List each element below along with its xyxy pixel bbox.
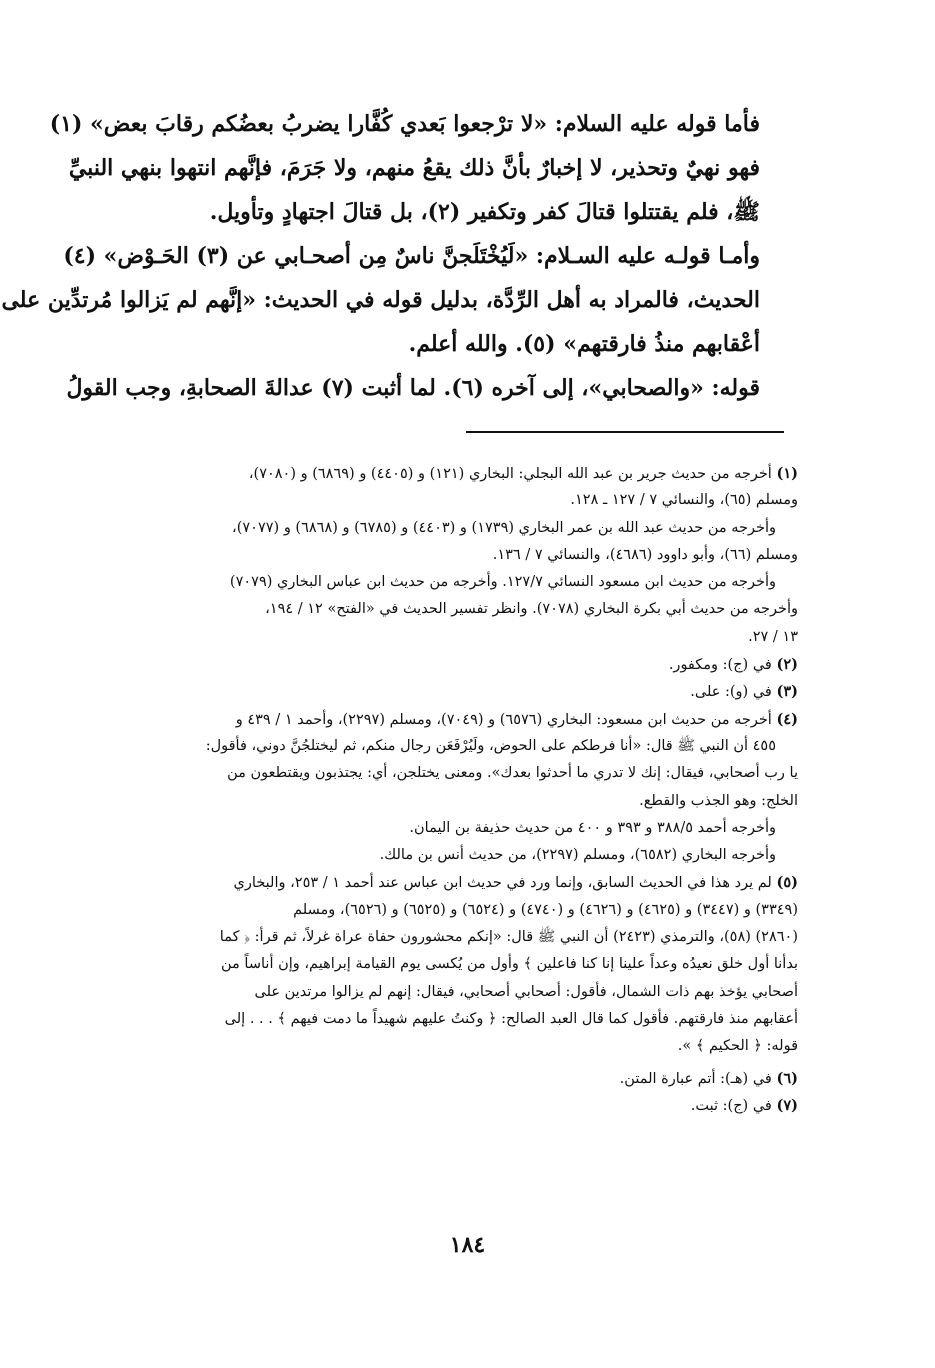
footnote-line (78, 624, 798, 651)
footnote-text: وأخرجه من حديث عبد الله بن عمر البخاري (١٧٣٩) و (٤٤٠٣) و (٦٧٨٥) و (٦٨٦٨) و (٧٠٧٧)، (232, 519, 776, 536)
footnote-text: وأخرجه من حديث ابن مسعود النسائي ١٢٧/٧. وأخرجه من حديث ابن عباس البخاري (٧٠٧٩) (229, 574, 776, 591)
footnote-text: وأخرجه من حديث أبي بكرة البخاري (٧٠٧٨). وانظر تفسير الحديث في «الفتح» ١٢ / ١٩٤، (265, 601, 798, 618)
footnote-line (78, 515, 798, 542)
footnote-text: الخلج: وهو الجذب والقطع. (639, 792, 798, 809)
main-text-line: وأمـا قولـه عليه السـلام: «لَيُخْتَلَجنَّ ناسٌ مِن أصحـابي عن (٣) الحَـوْض» (٤) (63, 243, 760, 269)
footnote-text: ومسلم (٦٥)، والنسائي ٧ / ١٢٧ ـ ١٢٨. (570, 492, 798, 509)
footnote-line (78, 788, 798, 815)
footnote-line (78, 1033, 798, 1060)
main-text-line: الحديث، فالمراد به أهل الرِّدَّة، بدليل قوله في الحديث: «إنَّهم لم يَزالوا مُرتدِّين على (1, 287, 760, 313)
main-text-line: فهو نهيٌ وتحذير، لا إخبارٌ بأنَّ ذلك يقعُ منهم، ولا جَرَمَ، فإنَّهم انتهوا بنهي النبيِّ (68, 155, 760, 181)
footnote-line (78, 1092, 798, 1119)
footnote-number: (١) (776, 465, 798, 482)
footnote-line (78, 460, 798, 487)
footnote-text: (٣٣٤٩) و (٣٤٤٧) و (٤٦٢٥) و (٤٦٢٦) و (٤٧٤٠) و (٦٥٢٤) و (٦٥٢٥) و (٦٥٢٦)، ومسلم (293, 901, 798, 918)
footnote-text: وأخرجه أحمد ٣٨٨/٥ و ٣٩٣ و ٤٠٠ من حديث حذيفة بن اليمان. (409, 819, 776, 836)
footnote-text: قوله: ﴿ الحكيم ﴾ ». (677, 1038, 798, 1055)
footnote-line (78, 706, 798, 733)
footnote-text: أخرجه من حديث ابن مسعود: البخاري (٦٥٧٦) و (٧٠٤٩)، ومسلم (٢٢٩٧)، وأحمد ١ / ٤٣٩ و (235, 711, 772, 728)
main-text-line: أعْقابهم منذُ فارقتهم» (٥). والله أعلم. (408, 331, 760, 357)
footnote-text: أصحابي يؤخذ بهم ذات الشمال، فأقول: أصحابي أصحابي، فيقال: إنهم لم يزالوا مرتدين على (254, 983, 798, 1000)
footnotes (78, 460, 798, 1119)
footnote-line (78, 842, 798, 869)
footnote-line (78, 924, 798, 951)
footnote-text: بدأنا أول خلق نعيدُه وعداً علينا إنا كنا فاعلين ﴾ وأول من يُكسى يوم القيامة إبراهيم، وإن أناساً من (221, 956, 798, 973)
footnote-text: لم يرد هذا في الحديث السابق، وإنما ورد في حديث ابن عباس عند أحمد ١ / ٢٥٣، والبخاري (233, 875, 772, 892)
footnote-line (78, 1006, 798, 1033)
main-text (1, 102, 760, 410)
footnote-line (78, 1065, 798, 1092)
footnote-line (78, 542, 798, 569)
main-text-line: قوله: «والصحابي»، إلى آخره (٦). لما أثبت (٧) عدالةَ الصحابةِ، وجب القولُ (66, 375, 760, 401)
footnote-number: (٣) (776, 683, 798, 701)
main-text-line: فأما قوله عليه السلام: «لا ترْجعوا بَعدي كُفَّارا يضربُ بعضُكم رقابَ بعض» (١) (49, 111, 760, 137)
footnote-number: (٧) (776, 1096, 798, 1114)
footnote-text: في (و): على. (690, 684, 772, 701)
footnote-line (78, 569, 798, 596)
footnote-text: في (ج): ثبت. (690, 1097, 772, 1114)
footnote-line (78, 815, 798, 842)
main-text-line: ﷺ، فلم يقتتلوا قتالَ كفر وتكفير (٢)، بل قتالَ اجتهادٍ وتأويل. (209, 199, 760, 225)
footnote-text: أخرجه من حديث جرير بن عبد الله البجلي: البخاري (١٢١) و (٤٤٠٥) و (٦٨٦٩) و (٧٠٨٠)، (248, 466, 772, 482)
footnote-line (78, 596, 798, 623)
footnote-line (78, 678, 798, 705)
footnote-number: (٢) (776, 656, 798, 674)
footnote-line (78, 487, 798, 514)
footnote-number: (٦) (776, 1069, 798, 1087)
footnote-text: في (ج): ومكفور. (668, 657, 772, 674)
footnote-line (78, 979, 798, 1006)
footnote-number: (٥) (776, 874, 798, 892)
footnote-line (78, 869, 798, 896)
footnote-line (78, 651, 798, 678)
footnote-text: ومسلم (٦٦)، وأبو داوود (٤٦٨٦)، والنسائي ٧ / ١٣٦. (492, 546, 798, 563)
footnote-text: في (هـ): أتم عبارة المتن. (619, 1070, 772, 1087)
footnote-separator (466, 431, 784, 433)
footnote-line (78, 897, 798, 924)
footnote-text: ٤٥٥ أن النبي ﷺ قال: «أنا فرطكم على الحوض، ولَيُرْفَعَن رجال منكم، ثم ليختلجُنَّ دوني، فأقول: (205, 737, 776, 754)
footnote-line (78, 951, 798, 978)
page-number: ١٨٤ (449, 1232, 486, 1258)
footnote-number: (٤) (776, 710, 798, 728)
footnote-line (78, 733, 798, 760)
footnote-text: (٢٨٦٠) (٥٨)، والترمذي (٢٤٢٣) أن النبي ﷺ قال: «إنكم محشورون حفاة عراة غرلاً، ثم قرأ: ﴿ كما (219, 929, 798, 946)
footnote-text: وأخرجه البخاري (٦٥٨٢)، ومسلم (٢٢٩٧)، من حديث أنس بن مالك. (379, 847, 776, 864)
footnote-text: ١٣ / ٢٧. (748, 628, 798, 645)
footnote-text: يا رب أصحابي، فيقال: إنك لا تدري ما أحدثوا بعدك». ومعنى يختلجن، أي: يجتذبون ويقتطعون من (227, 765, 798, 782)
footnote-text: أعقابهم منذ فارقتهم. فأقول كما قال العبد الصالح: ﴿ وكنتُ عليهم شهيداً ما دمت فيهم ﴾ . . . إلى (224, 1010, 798, 1027)
footnote-line (78, 760, 798, 787)
